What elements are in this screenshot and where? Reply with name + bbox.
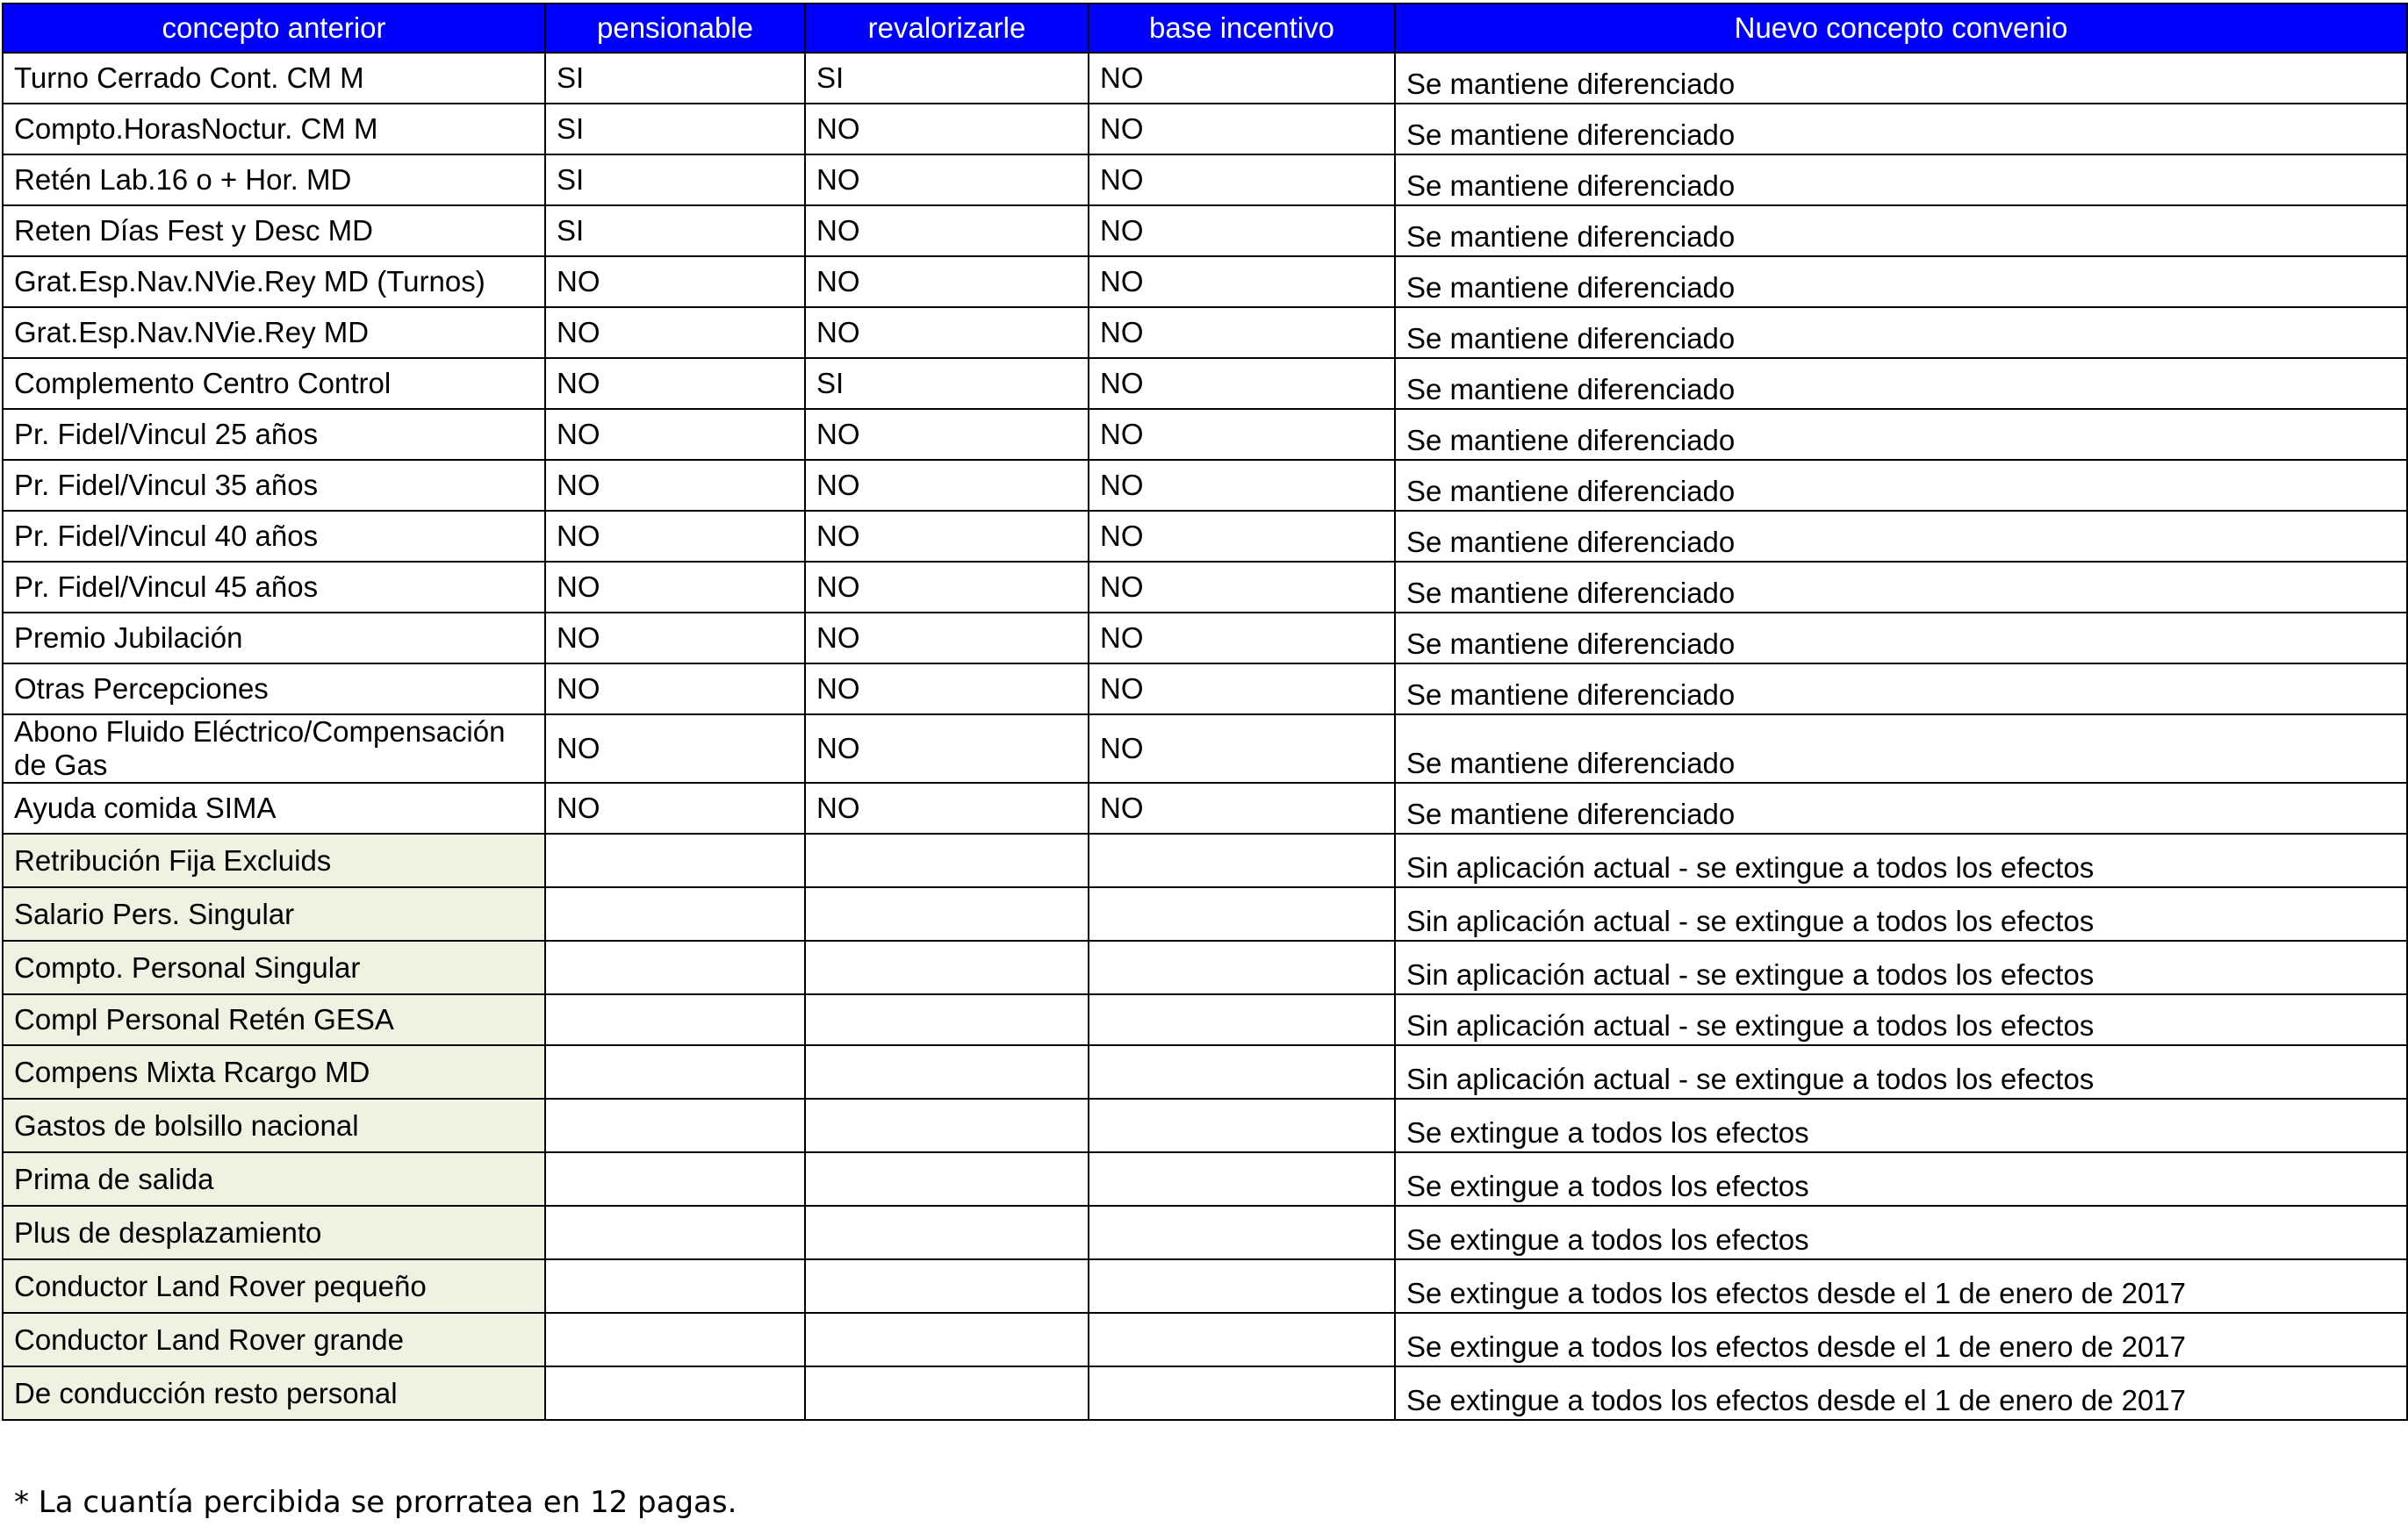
cell-base-incentivo: NO — [1089, 714, 1395, 783]
cell-revalorizarle: SI — [805, 53, 1089, 104]
cell-pensionable — [545, 1313, 805, 1366]
cell-nuevo-concepto: Se mantiene diferenciado — [1395, 358, 2407, 409]
cell-nuevo-concepto: Se mantiene diferenciado — [1395, 205, 2407, 256]
header-base-incentivo: base incentivo — [1089, 4, 1395, 53]
table-row — [3, 1366, 2407, 1420]
cell-base-incentivo — [1089, 994, 1395, 1045]
cell-nuevo-concepto: Se mantiene diferenciado — [1395, 783, 2407, 834]
cell-concepto: Retén Lab.16 o + Hor. MD — [3, 154, 545, 205]
cell-base-incentivo — [1089, 834, 1395, 887]
cell-revalorizarle: NO — [805, 783, 1089, 834]
cell-nuevo-concepto: Se mantiene diferenciado — [1395, 663, 2407, 714]
cell-pensionable: NO — [545, 511, 805, 562]
cell-revalorizarle — [805, 994, 1089, 1045]
cell-concepto: De conducción resto personal — [3, 1366, 545, 1420]
cell-concepto: Pr. Fidel/Vincul 40 años — [3, 511, 545, 562]
cell-nuevo-concepto: Sin aplicación actual - se extingue a todos los efectos — [1395, 1045, 2407, 1099]
cell-revalorizarle — [805, 887, 1089, 941]
cell-concepto: Compto. Personal Singular — [3, 941, 545, 994]
table-header — [3, 4, 2407, 53]
cell-concepto: Abono Fluido Eléctrico/Compensación de Gas — [3, 714, 545, 783]
cell-pensionable: SI — [545, 154, 805, 205]
cell-pensionable: SI — [545, 205, 805, 256]
cell-pensionable — [545, 1152, 805, 1206]
cell-nuevo-concepto: Se extingue a todos los efectos — [1395, 1099, 2407, 1152]
cell-base-incentivo: NO — [1089, 154, 1395, 205]
cell-concepto: Retribución Fija Excluids — [3, 834, 545, 887]
table-row — [3, 409, 2407, 460]
cell-revalorizarle — [805, 1099, 1089, 1152]
cell-pensionable: NO — [545, 256, 805, 307]
cell-concepto: Compto.HorasNoctur. CM M — [3, 104, 545, 154]
cell-concepto: Ayuda comida SIMA — [3, 783, 545, 834]
cell-pensionable: NO — [545, 307, 805, 358]
table-row — [3, 1045, 2407, 1099]
cell-revalorizarle: NO — [805, 714, 1089, 783]
cell-nuevo-concepto: Se mantiene diferenciado — [1395, 307, 2407, 358]
cell-concepto: Pr. Fidel/Vincul 35 años — [3, 460, 545, 511]
cell-concepto: Compens Mixta Rcargo MD — [3, 1045, 545, 1099]
cell-revalorizarle: NO — [805, 409, 1089, 460]
cell-nuevo-concepto: Se extingue a todos los efectos — [1395, 1152, 2407, 1206]
cell-revalorizarle — [805, 1206, 1089, 1259]
table-row — [3, 154, 2407, 205]
cell-nuevo-concepto: Se mantiene diferenciado — [1395, 154, 2407, 205]
cell-concepto: Complemento Centro Control — [3, 358, 545, 409]
cell-pensionable: NO — [545, 358, 805, 409]
table-row — [3, 358, 2407, 409]
cell-base-incentivo: NO — [1089, 409, 1395, 460]
cell-base-incentivo — [1089, 1366, 1395, 1420]
cell-pensionable: NO — [545, 613, 805, 663]
table-row — [3, 53, 2407, 104]
cell-revalorizarle: NO — [805, 104, 1089, 154]
cell-concepto: Pr. Fidel/Vincul 45 años — [3, 562, 545, 613]
cell-revalorizarle: NO — [805, 256, 1089, 307]
cell-revalorizarle: NO — [805, 663, 1089, 714]
cell-nuevo-concepto: Se extingue a todos los efectos — [1395, 1206, 2407, 1259]
cell-nuevo-concepto: Sin aplicación actual - se extingue a todos los efectos — [1395, 887, 2407, 941]
table-row — [3, 511, 2407, 562]
cell-revalorizarle — [805, 834, 1089, 887]
cell-base-incentivo: NO — [1089, 256, 1395, 307]
table-row — [3, 256, 2407, 307]
cell-pensionable — [545, 1045, 805, 1099]
cell-nuevo-concepto: Se mantiene diferenciado — [1395, 409, 2407, 460]
cell-revalorizarle: NO — [805, 460, 1089, 511]
cell-concepto: Grat.Esp.Nav.NVie.Rey MD — [3, 307, 545, 358]
cell-concepto: Plus de desplazamiento — [3, 1206, 545, 1259]
cell-revalorizarle — [805, 1259, 1089, 1313]
cell-base-incentivo — [1089, 1045, 1395, 1099]
cell-pensionable — [545, 834, 805, 887]
cell-revalorizarle — [805, 1152, 1089, 1206]
cell-nuevo-concepto: Sin aplicación actual - se extingue a todos los efectos — [1395, 994, 2407, 1045]
cell-pensionable — [545, 887, 805, 941]
table-row — [3, 1152, 2407, 1206]
table-row — [3, 941, 2407, 994]
cell-base-incentivo — [1089, 1259, 1395, 1313]
table-row — [3, 783, 2407, 834]
concepts-table — [2, 3, 2408, 1421]
cell-nuevo-concepto: Se extingue a todos los efectos desde el 1 de enero de 2017 — [1395, 1259, 2407, 1313]
cell-concepto: Reten Días Fest y Desc MD — [3, 205, 545, 256]
cell-pensionable — [545, 1259, 805, 1313]
table-row — [3, 1313, 2407, 1366]
table-row — [3, 663, 2407, 714]
table-row — [3, 994, 2407, 1045]
header-nuevo-concepto: Nuevo concepto convenio — [1395, 4, 2407, 53]
footnote: * La cuantía percibida se prorratea en 12 pagas. — [14, 1485, 737, 1520]
cell-base-incentivo: NO — [1089, 358, 1395, 409]
cell-concepto: Compl Personal Retén GESA — [3, 994, 545, 1045]
cell-base-incentivo: NO — [1089, 511, 1395, 562]
cell-nuevo-concepto: Se extingue a todos los efectos desde el 1 de enero de 2017 — [1395, 1313, 2407, 1366]
table-row — [3, 307, 2407, 358]
cell-pensionable: NO — [545, 714, 805, 783]
cell-revalorizarle: NO — [805, 307, 1089, 358]
cell-pensionable: NO — [545, 460, 805, 511]
cell-nuevo-concepto: Se mantiene diferenciado — [1395, 613, 2407, 663]
cell-pensionable — [545, 1366, 805, 1420]
cell-concepto: Conductor Land Rover pequeño — [3, 1259, 545, 1313]
cell-nuevo-concepto: Se mantiene diferenciado — [1395, 562, 2407, 613]
cell-pensionable — [545, 1206, 805, 1259]
cell-concepto: Prima de salida — [3, 1152, 545, 1206]
cell-base-incentivo: NO — [1089, 307, 1395, 358]
cell-revalorizarle — [805, 1313, 1089, 1366]
cell-base-incentivo — [1089, 1152, 1395, 1206]
cell-nuevo-concepto: Se extingue a todos los efectos desde el 1 de enero de 2017 — [1395, 1366, 2407, 1420]
cell-pensionable — [545, 941, 805, 994]
cell-base-incentivo — [1089, 1313, 1395, 1366]
cell-base-incentivo: NO — [1089, 613, 1395, 663]
cell-base-incentivo: NO — [1089, 562, 1395, 613]
table-row — [3, 205, 2407, 256]
cell-pensionable: SI — [545, 104, 805, 154]
cell-nuevo-concepto: Se mantiene diferenciado — [1395, 256, 2407, 307]
cell-base-incentivo — [1089, 887, 1395, 941]
cell-pensionable: NO — [545, 663, 805, 714]
cell-revalorizarle — [805, 941, 1089, 994]
cell-base-incentivo — [1089, 941, 1395, 994]
table-row — [3, 834, 2407, 887]
cell-base-incentivo: NO — [1089, 663, 1395, 714]
cell-pensionable: NO — [545, 409, 805, 460]
cell-concepto: Salario Pers. Singular — [3, 887, 545, 941]
cell-pensionable — [545, 994, 805, 1045]
table-row — [3, 1206, 2407, 1259]
cell-nuevo-concepto: Se mantiene diferenciado — [1395, 511, 2407, 562]
cell-nuevo-concepto: Se mantiene diferenciado — [1395, 53, 2407, 104]
cell-base-incentivo: NO — [1089, 783, 1395, 834]
cell-revalorizarle — [805, 1366, 1089, 1420]
cell-base-incentivo: NO — [1089, 460, 1395, 511]
table-row — [3, 562, 2407, 613]
cell-nuevo-concepto: Sin aplicación actual - se extingue a todos los efectos — [1395, 834, 2407, 887]
cell-base-incentivo — [1089, 1099, 1395, 1152]
cell-pensionable: NO — [545, 562, 805, 613]
cell-base-incentivo: NO — [1089, 104, 1395, 154]
table-row — [3, 104, 2407, 154]
cell-revalorizarle: NO — [805, 613, 1089, 663]
cell-base-incentivo — [1089, 1206, 1395, 1259]
table-row — [3, 714, 2407, 783]
cell-concepto: Premio Jubilación — [3, 613, 545, 663]
cell-revalorizarle: NO — [805, 205, 1089, 256]
cell-nuevo-concepto: Se mantiene diferenciado — [1395, 714, 2407, 783]
table-row — [3, 1099, 2407, 1152]
cell-nuevo-concepto: Se mantiene diferenciado — [1395, 104, 2407, 154]
cell-revalorizarle: SI — [805, 358, 1089, 409]
cell-pensionable: SI — [545, 53, 805, 104]
header-pensionable: pensionable — [545, 4, 805, 53]
cell-base-incentivo: NO — [1089, 205, 1395, 256]
cell-pensionable — [545, 1099, 805, 1152]
cell-concepto: Conductor Land Rover grande — [3, 1313, 545, 1366]
cell-revalorizarle: NO — [805, 154, 1089, 205]
cell-concepto: Turno Cerrado Cont. CM M — [3, 53, 545, 104]
table-row — [3, 887, 2407, 941]
cell-pensionable: NO — [545, 783, 805, 834]
cell-base-incentivo: NO — [1089, 53, 1395, 104]
header-concepto-anterior: concepto anterior — [3, 4, 545, 53]
cell-concepto: Otras Percepciones — [3, 663, 545, 714]
cell-revalorizarle: NO — [805, 511, 1089, 562]
cell-revalorizarle — [805, 1045, 1089, 1099]
header-row — [3, 4, 2407, 53]
table-row — [3, 613, 2407, 663]
cell-nuevo-concepto: Se mantiene diferenciado — [1395, 460, 2407, 511]
table-row — [3, 1259, 2407, 1313]
cell-concepto: Gastos de bolsillo nacional — [3, 1099, 545, 1152]
table-body — [3, 53, 2407, 1420]
cell-nuevo-concepto: Sin aplicación actual - se extingue a todos los efectos — [1395, 941, 2407, 994]
cell-concepto: Grat.Esp.Nav.NVie.Rey MD (Turnos) — [3, 256, 545, 307]
cell-revalorizarle: NO — [805, 562, 1089, 613]
cell-concepto: Pr. Fidel/Vincul 25 años — [3, 409, 545, 460]
table-row — [3, 460, 2407, 511]
header-revalorizarle: revalorizarle — [805, 4, 1089, 53]
